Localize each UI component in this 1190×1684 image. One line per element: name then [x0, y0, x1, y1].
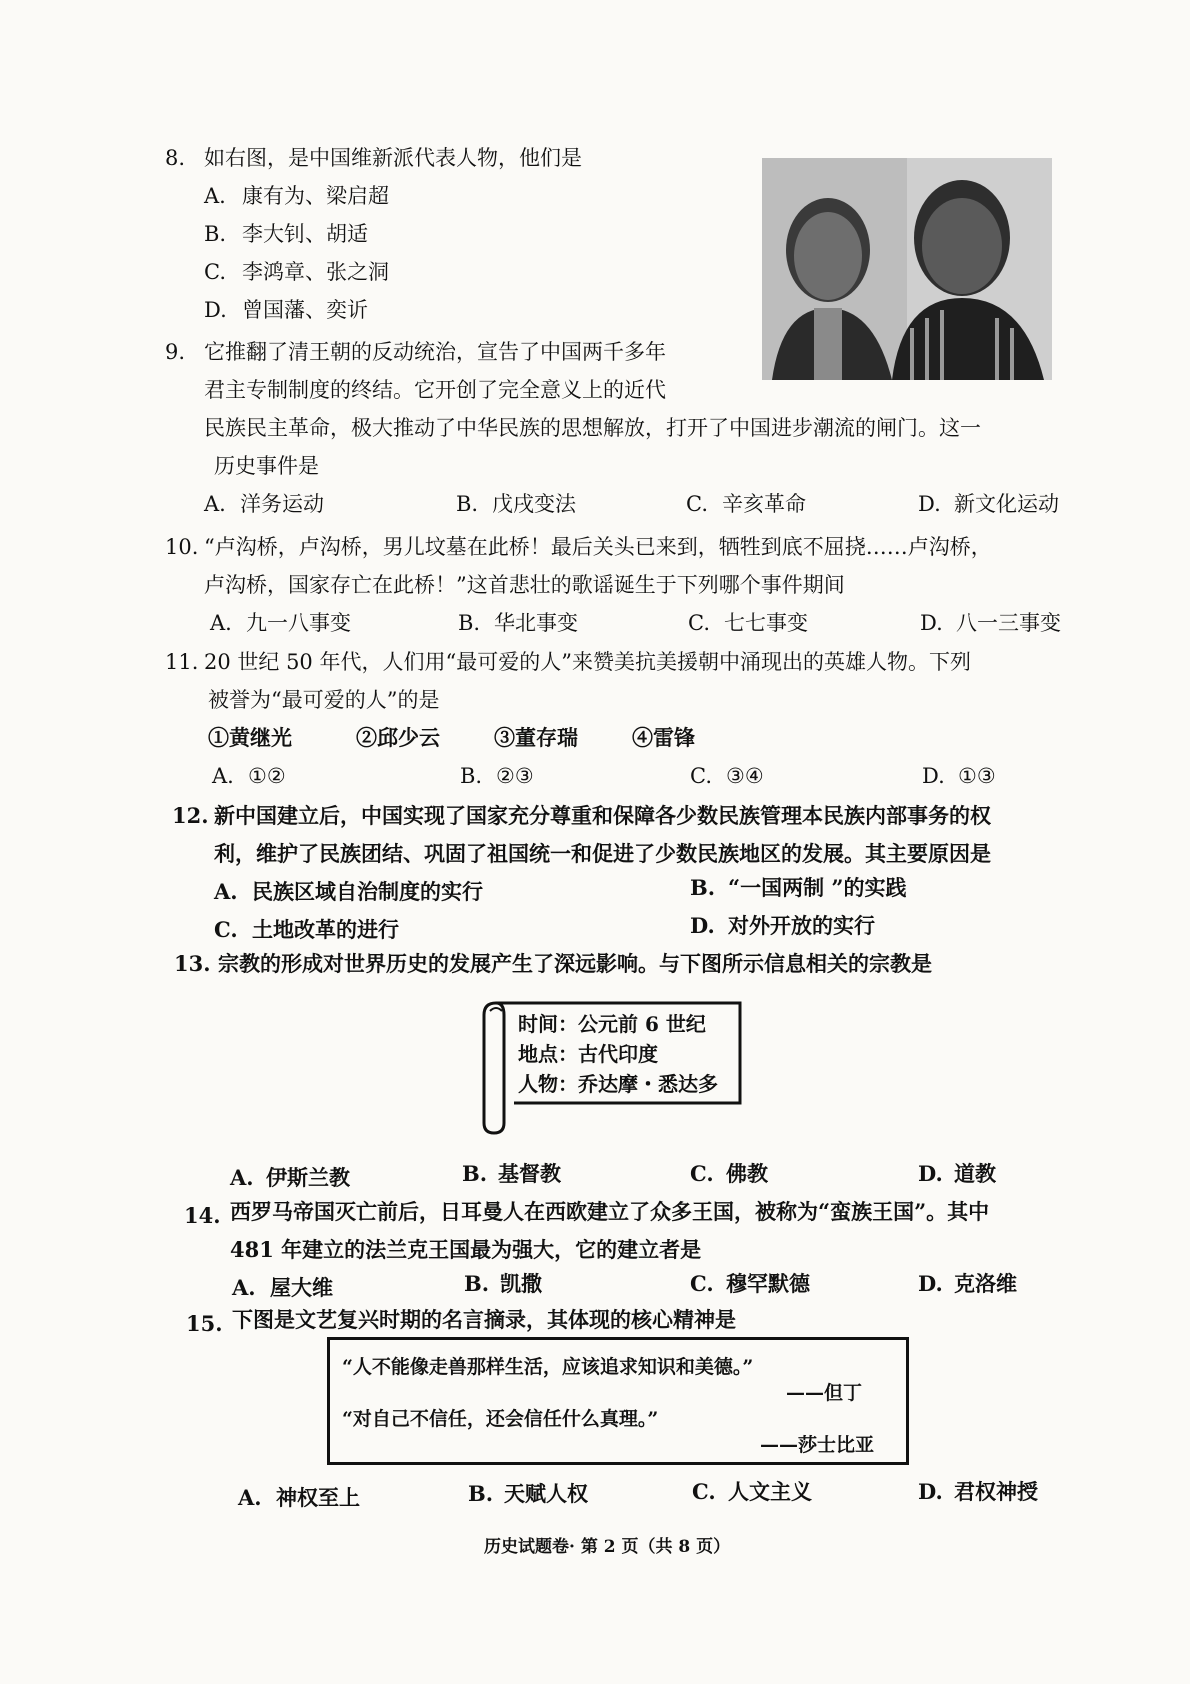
q12-option-a-label: A. — [214, 879, 238, 904]
q14-option-c-label: C. — [690, 1271, 714, 1296]
q8-option-b: 李大钊、胡适 — [242, 222, 368, 246]
q9-option-d-label: D. — [918, 492, 941, 516]
q13-option-b-label: B. — [462, 1161, 488, 1186]
q13-option-c: 佛教 — [726, 1161, 768, 1186]
q14-option-d: 克洛维 — [954, 1271, 1017, 1296]
q12-number: 12. — [172, 803, 209, 828]
q15-number: 15. — [186, 1311, 223, 1336]
q14-option-c: 穆罕默德 — [726, 1271, 810, 1296]
q11-line2: 被誉为“最可爱的人”的是 — [208, 688, 440, 712]
q9-number: 9. — [165, 340, 186, 364]
q14-option-b: 凯撒 — [500, 1271, 542, 1296]
q8-option-c: 李鸿章、张之洞 — [242, 260, 389, 284]
q11-item-4: ④雷锋 — [632, 725, 695, 750]
q10-number: 10. — [165, 535, 199, 559]
q8-option-d: 曾国藩、奕䜣 — [242, 298, 368, 322]
quote-dante-author: ——但丁 — [786, 1382, 863, 1404]
scroll-line-time: 时间：公元前 6 世纪 — [518, 1012, 706, 1036]
q10-option-d: 八一三事变 — [956, 611, 1061, 635]
q10-option-c-label: C. — [688, 611, 710, 635]
q9-option-a-label: A. — [204, 492, 226, 516]
q14-option-b-label: B. — [464, 1271, 490, 1296]
q10-option-a: 九一八事变 — [246, 611, 351, 635]
q15-option-c-label: C. — [692, 1479, 716, 1504]
q12-line1: 新中国建立后，中国实现了国家充分尊重和保障各少数民族管理本民族内部事务的权 — [214, 803, 991, 828]
q10-option-b: 华北事变 — [494, 611, 578, 635]
q9-line1: 它推翻了清王朝的反动统治，宣告了中国两千多年 — [204, 340, 666, 364]
q12-option-b-label: B. — [690, 875, 716, 900]
q12-option-b: “一国两制 ”的实践 — [728, 875, 907, 900]
reformers-photo — [762, 158, 1052, 380]
q15-option-d-label: D. — [918, 1479, 943, 1504]
q15-option-b-label: B. — [468, 1481, 494, 1506]
quote-shakespeare: “对自己不信任，还会信任什么真理。” — [342, 1408, 659, 1430]
q10-option-b-label: B. — [458, 611, 481, 635]
q15-option-a: 神权至上 — [276, 1485, 360, 1510]
q11-line1: 20 世纪 50 年代，人们用“最可爱的人”来赞美抗美援朝中涌现出的英雄人物。下列 — [204, 650, 971, 674]
q11-option-c: ③④ — [726, 764, 764, 788]
q10-option-c: 七七事变 — [724, 611, 808, 635]
q11-option-d: ①③ — [958, 764, 996, 788]
q11-item-3: ③董存瑞 — [494, 725, 578, 750]
q11-option-a: ①② — [248, 764, 286, 788]
q9-option-c: 辛亥革命 — [722, 492, 806, 516]
q12-option-c: 土地改革的进行 — [252, 917, 399, 942]
scroll-line-place: 地点：古代印度 — [518, 1042, 658, 1066]
q8-option-b-label: B. — [204, 222, 227, 246]
scroll-info-box — [478, 995, 750, 1135]
q8-option-d-label: D. — [204, 298, 227, 322]
q14-line1: 西罗马帝国灭亡前后，日耳曼人在西欧建立了众多王国，被称为“蛮族王国”。其中 — [230, 1199, 990, 1224]
quote-shakespeare-author: ——莎士比亚 — [760, 1434, 875, 1456]
q12-line2: 利，维护了民族团结、巩固了祖国统一和促进了少数民族地区的发展。其主要原因是 — [214, 841, 991, 866]
q9-option-a: 洋务运动 — [240, 492, 324, 516]
q9-line2: 君主专制制度的终结。它开创了完全意义上的近代 — [204, 378, 666, 402]
q15-stem: 下图是文艺复兴时期的名言摘录，其体现的核心精神是 — [232, 1307, 736, 1332]
q15-option-c: 人文主义 — [728, 1479, 812, 1504]
q13-number: 13. — [174, 951, 211, 976]
q9-option-d: 新文化运动 — [954, 492, 1059, 516]
q14-option-d-label: D. — [918, 1271, 943, 1296]
q10-option-d-label: D. — [920, 611, 943, 635]
q13-option-d: 道教 — [954, 1161, 996, 1186]
q13-option-b: 基督教 — [498, 1161, 561, 1186]
q11-option-c-label: C. — [690, 764, 712, 788]
q8-number: 8. — [165, 146, 186, 170]
q9-line3: 民族民主革命，极大推动了中华民族的思想解放，打开了中国进步潮流的闸门。这一 — [204, 416, 981, 440]
q11-option-d-label: D. — [922, 764, 945, 788]
q11-option-b: ②③ — [496, 764, 534, 788]
q9-option-b: 戊戌变法 — [492, 492, 576, 516]
q14-number: 14. — [184, 1203, 221, 1228]
q10-line2: 卢沟桥，国家存亡在此桥！”这首悲壮的歌谣诞生于下列哪个事件期间 — [204, 573, 845, 597]
q12-option-d: 对外开放的实行 — [728, 913, 875, 938]
q9-option-b-label: B. — [456, 492, 479, 516]
q15-option-b: 天赋人权 — [504, 1481, 588, 1506]
q11-option-b-label: B. — [460, 764, 483, 788]
q14-option-a: 屋大维 — [270, 1275, 333, 1300]
q9-line4: 历史事件是 — [214, 454, 319, 478]
q13-option-d-label: D. — [918, 1161, 943, 1186]
q10-option-a-label: A. — [210, 611, 232, 635]
q8-option-c-label: C. — [204, 260, 226, 284]
q11-number: 11. — [165, 650, 199, 674]
q14-option-a-label: A. — [232, 1275, 256, 1300]
q9-option-c-label: C. — [686, 492, 708, 516]
q13-stem: 宗教的形成对世界历史的发展产生了深远影响。与下图所示信息相关的宗教是 — [218, 951, 932, 976]
q12-option-a: 民族区域自治制度的实行 — [252, 879, 483, 904]
scroll-line-person: 人物：乔达摩・悉达多 — [518, 1072, 718, 1096]
q13-option-c-label: C. — [690, 1161, 714, 1186]
page-footer: 历史试题卷· 第 2 页（共 8 页） — [484, 1537, 731, 1557]
q15-option-a-label: A. — [238, 1485, 262, 1510]
q12-option-c-label: C. — [214, 917, 238, 942]
quote-box — [327, 1337, 909, 1465]
q13-option-a: 伊斯兰教 — [266, 1165, 350, 1190]
q11-option-a-label: A. — [212, 764, 234, 788]
q8-stem: 如右图，是中国维新派代表人物，他们是 — [204, 146, 582, 170]
quote-dante: “人不能像走兽那样生活，应该追求知识和美德。” — [342, 1356, 754, 1378]
q11-item-1: ①黄继光 — [208, 725, 292, 750]
q12-option-d-label: D. — [690, 913, 715, 938]
q13-option-a-label: A. — [230, 1165, 254, 1190]
q10-line1: “卢沟桥，卢沟桥，男儿坟墓在此桥！最后关头已来到，牺牲到底不屈挠……卢沟桥， — [204, 535, 992, 559]
q14-line2: 481 年建立的法兰克王国最为强大，它的建立者是 — [230, 1237, 702, 1262]
q15-option-d: 君权神授 — [954, 1479, 1038, 1504]
q11-item-2: ②邱少云 — [356, 725, 440, 750]
q8-option-a: 康有为、梁启超 — [242, 184, 389, 208]
q8-option-a-label: A. — [204, 184, 226, 208]
